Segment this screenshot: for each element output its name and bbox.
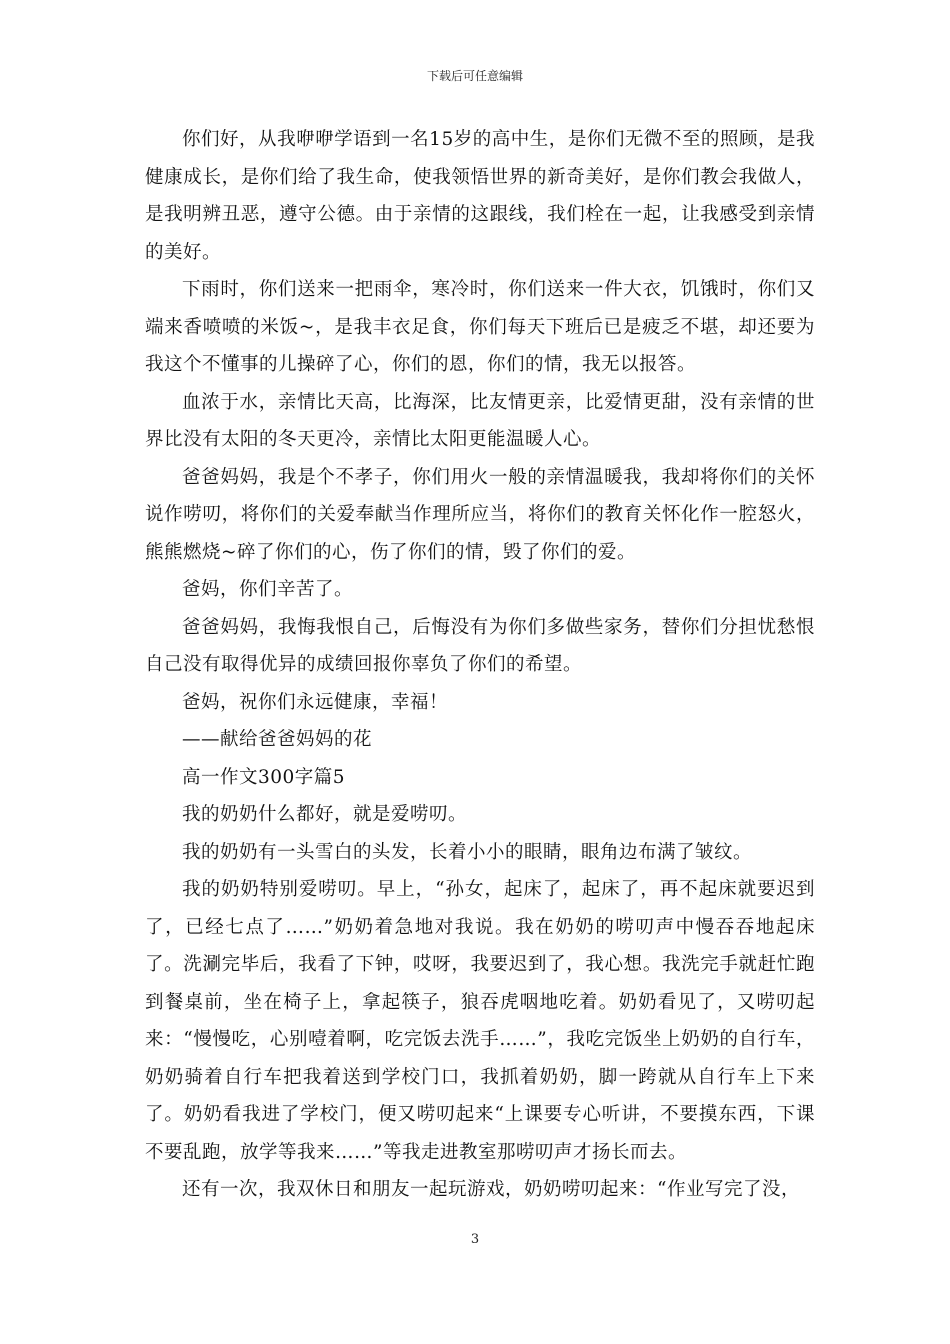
paragraph: 爸爸妈妈，我悔我恨自己，后悔没有为你们多做些家务，替你们分担忧愁恨自己没有取得优异的成绩回报你辜负了你们的希望。 [145,616,815,675]
paragraph: 你们好，从我咿咿学语到一名15岁的高中生，是你们无微不至的照顾，是我健康成长，是你们给了我生命，使我领悟世界的新奇美好，是你们教会我做人，是我明辨丑恶，遵守公德。由于亲情的这跟线，我们栓在一起，让我感受到亲情的美好。 [145,129,815,263]
dedication-line: ——献给爸爸妈妈的花 [182,729,373,750]
section-title: 高一作文300字篇5 [182,766,346,788]
paragraph: 血浓于水，亲情比天高，比海深，比友情更亲，比爱情更甜，没有亲情的世界比没有太阳的冬天更冷，亲情比太阳更能温暖人心。 [145,391,815,450]
paragraph: 下雨时，你们送来一把雨伞，寒冷时，你们送来一件大衣，饥饿时，你们又端来香喷喷的米饭~，是我丰衣足食，你们每天下班后已是疲乏不堪，却还要为我这个不懂事的儿操碎了心，你们的恩，你们的情，我无以报答。 [145,279,815,375]
paragraph: 爸妈，祝你们永远健康，幸福！ [182,691,449,713]
paragraph: 我的奶奶什么都好，就是爱唠叨。 [182,804,468,825]
document-body [145,121,815,1209]
page-number: 3 [470,1232,480,1247]
paragraph: 爸妈，你们辛苦了。 [182,579,354,600]
paragraph: 还有一次，我双休日和朋友一起玩游戏，奶奶唠叨起来：“作业写完了没， [182,1179,800,1200]
page-header: 下载后可任意编辑 [426,69,523,83]
paragraph: 我的奶奶有一头雪白的头发，长着小小的眼睛，眼角边布满了皱纹。 [182,841,753,863]
paragraph: 爸爸妈妈，我是个不孝子，你们用火一般的亲情温暖我，我却将你们的关怀说作唠叨，将你们的关爱奉献当作理所应当，将你们的教育关怀化作一腔怒火，熊熊燃烧~碎了你们的心，伤了你们的情，毁了你们的爱。 [145,466,815,563]
paragraph: 我的奶奶特别爱唠叨。早上，“孙女，起床了，起床了，再不起床就要迟到了，已经七点了……”奶奶着急地对我说。我在奶奶的唠叨声中慢吞吞地起床了。洗涮完毕后，我看了下钟，哎呀，我要迟到了，我心想。我洗完手就赶忙跑到餐桌前，坐在椅子上，拿起筷子，狼吞虎咽地吃着。奶奶看见了，又唠叨起来：“慢慢吃，心别噎着啊，吃完饭去洗手……”，我吃完饭坐上奶奶的自行车，奶奶骑着自行车把我着送到学校门口，我抓着奶奶，脚一跨就从自行车上下来了。奶奶看我进了学校门，便又唠叨起来“上课要专心听讲，不要摸东西，下课不要乱跑，放学等我来……”等我走进教室那唠叨声才扬长而去。 [145,879,815,1163]
